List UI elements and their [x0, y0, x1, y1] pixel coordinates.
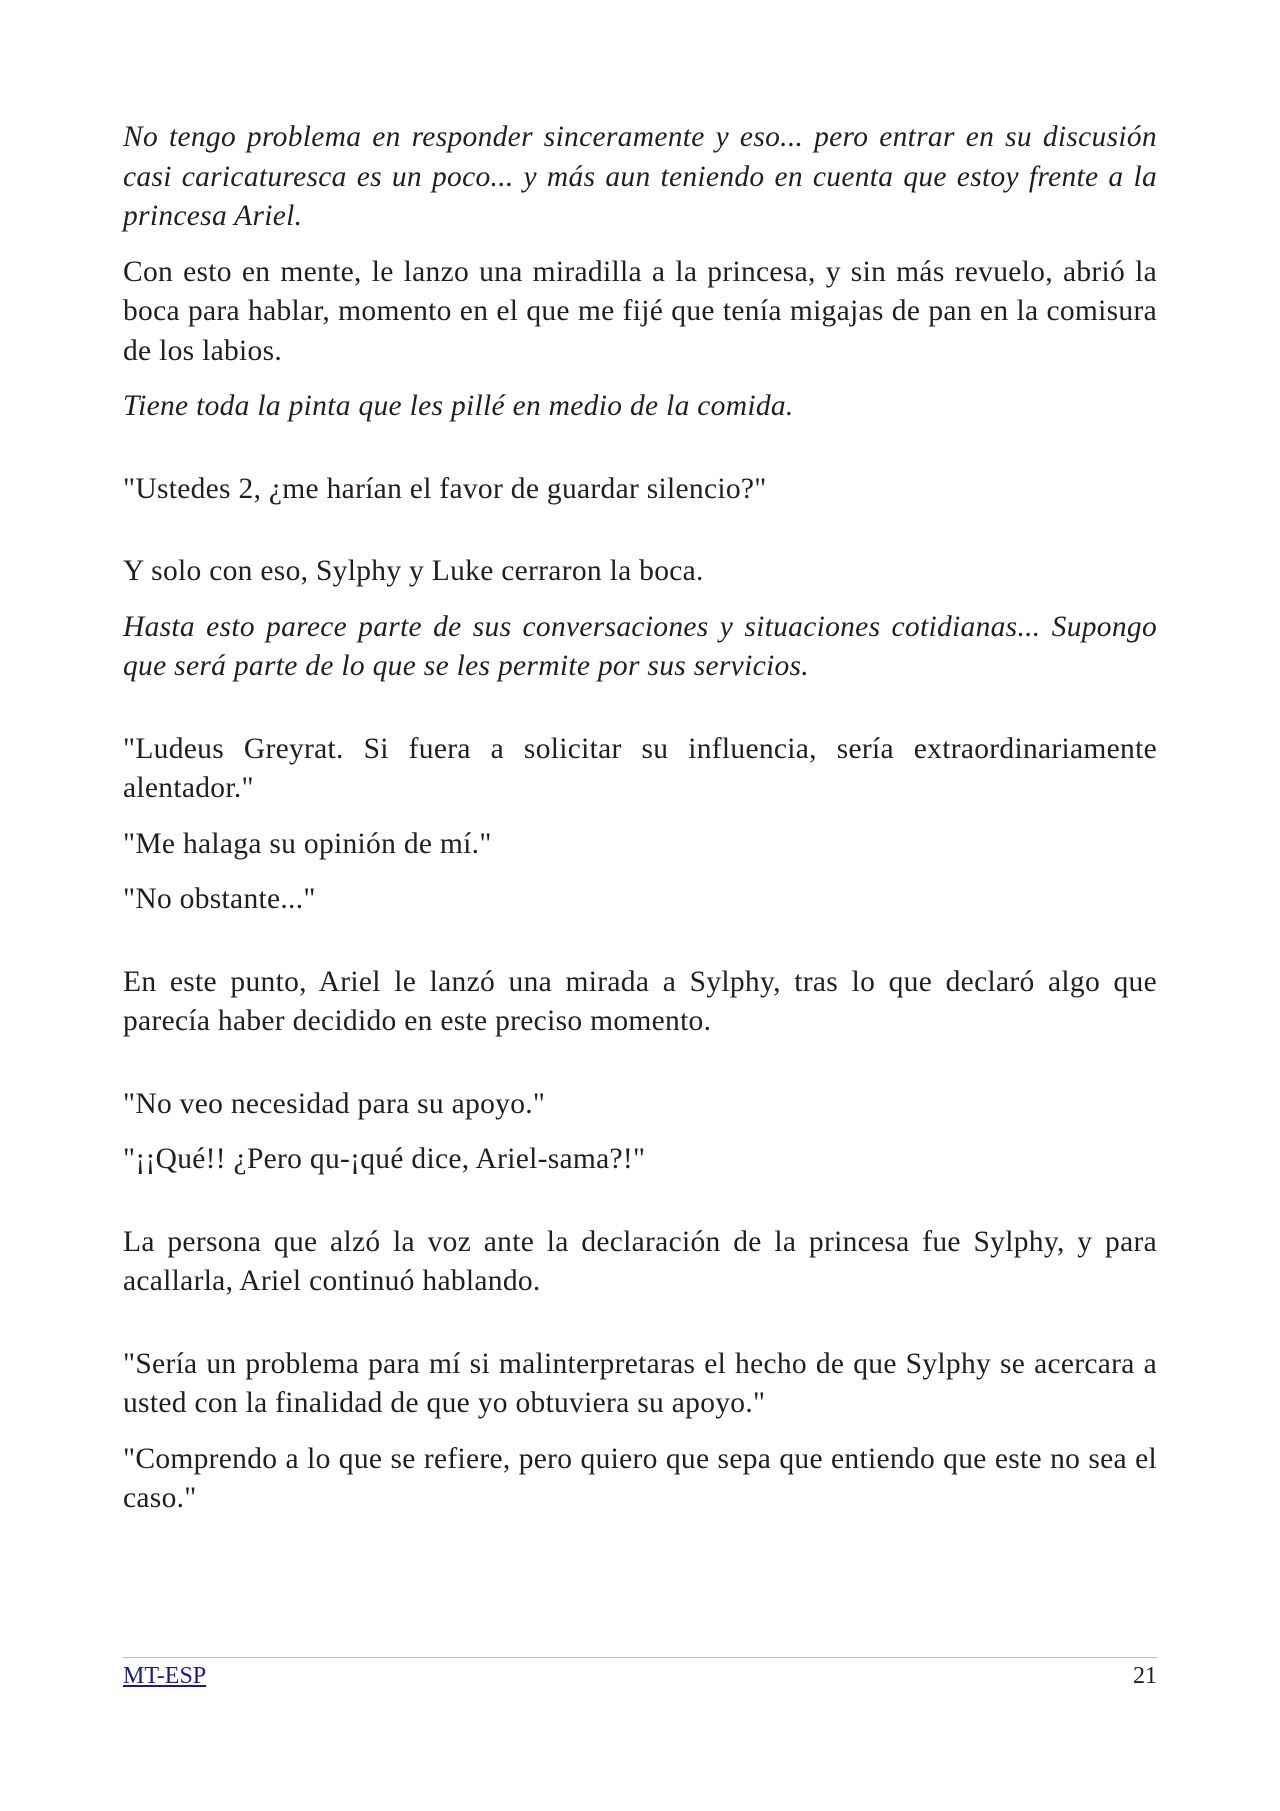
dialogue-paragraph: "Comprendo a lo que se refiere, pero quiero que sepa que entiendo que este no sea el caso." [123, 1442, 1157, 1514]
narration-paragraph: La persona que alzó la voz ante la declaración de la princesa fue Sylphy, y para acallarla, Ariel continuó hablando. [123, 1225, 1157, 1297]
thought-paragraph: Tiene toda la pinta que les pillé en medio de la comida. [123, 390, 794, 422]
page-number: 21 [1133, 1663, 1157, 1689]
page-body [123, 118, 1157, 1519]
dialogue-paragraph: "Ustedes 2, ¿me harían el favor de guardar silencio?" [123, 472, 767, 505]
dialogue-paragraph: "No veo necesidad para su apoyo." [123, 1087, 546, 1120]
thought-paragraph: Hasta esto parece parte de sus conversaciones y situaciones cotidianas... Supongo que será parte de lo que se les permite por sus servicios. [123, 610, 1157, 682]
narration-paragraph: Y solo con eso, Sylphy y Luke cerraron la boca. [123, 555, 704, 587]
dialogue-paragraph: "Sería un problema para mí si malinterpretaras el hecho de que Sylphy se acercara a usted con la finalidad de que yo obtuviera su apoyo." [123, 1347, 1157, 1419]
dialogue-paragraph: "Me halaga su opinión de mí." [123, 827, 492, 860]
footer-source-link[interactable]: MT-ESP [123, 1663, 207, 1689]
thought-paragraph: No tengo problema en responder sinceramente y eso... pero entrar en su discusión casi caricaturesca es un poco... y más aun teniendo en cuenta que estoy frente a la princesa Ariel. [123, 121, 1157, 232]
narration-paragraph: Con esto en mente, le lanzo una miradilla a la princesa, y sin más revuelo, abrió la boca para hablar, momento en el que me fijé que tenía migajas de pan en la comisura de los labios. [123, 255, 1157, 367]
dialogue-paragraph: "No obstante..." [123, 883, 316, 915]
dialogue-paragraph: "¡¡Qué!! ¿Pero qu-¡qué dice, Ariel-sama?!" [123, 1143, 646, 1175]
narration-paragraph: En este punto, Ariel le lanzó una mirada a Sylphy, tras lo que declaró algo que parecía haber decidido en este preciso momento. [123, 965, 1157, 1037]
dialogue-paragraph: "Ludeus Greyrat. Si fuera a solicitar su influencia, sería extraordinariamente alentador." [123, 732, 1157, 804]
page-footer [123, 1657, 1157, 1691]
